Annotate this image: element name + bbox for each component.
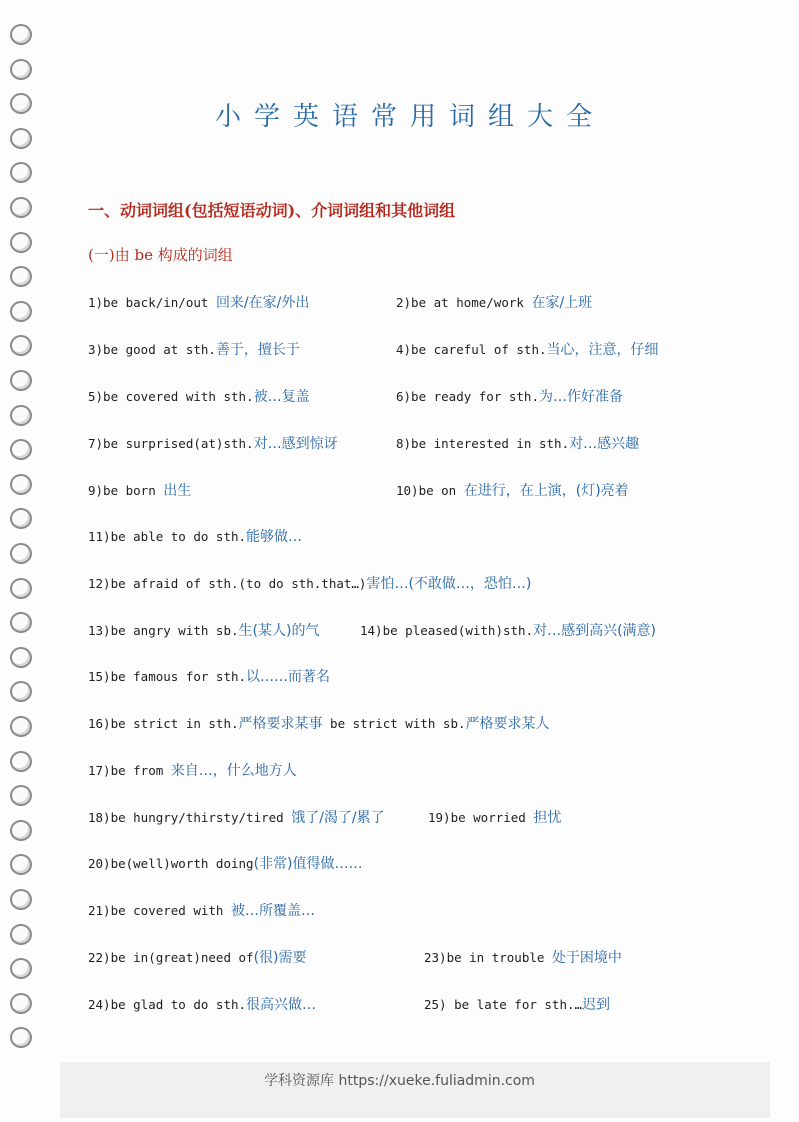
phrase-item: 20)be(well)worth doing(非常)值得做…… — [88, 856, 363, 872]
binder-ring-icon — [10, 924, 32, 945]
phrase-item: 15)be famous for sth.以……而著名 — [88, 669, 331, 685]
binder-ring-icon — [10, 266, 32, 287]
binder-ring-icon — [10, 993, 32, 1014]
binder-ring-icon — [10, 785, 32, 806]
binder-ring-icon — [10, 958, 32, 979]
binder-ring-icon — [10, 681, 32, 702]
binder-ring-icon — [10, 1027, 32, 1048]
phrase-item: 5)be covered with sth.被…复盖 — [88, 389, 310, 405]
subsection-heading: (一)由 be 构成的词组 — [88, 246, 233, 264]
binder-ring-icon — [10, 854, 32, 875]
page-title: 小学英语常用词组大全 — [214, 102, 605, 132]
binder-ring-icon — [10, 93, 32, 114]
phrase-item: 2)be at home/work 在家/上班 — [396, 295, 593, 311]
binder-ring-icon — [10, 647, 32, 668]
binder-ring-icon — [10, 301, 32, 322]
phrase-item: 24)be glad to do sth.很高兴做… — [88, 997, 317, 1013]
phrase-item: 19)be worried 担忧 — [428, 810, 562, 826]
binder-ring-icon — [10, 820, 32, 841]
phrase-item: 14)be pleased(with)sth.对…感到高兴(满意) — [360, 623, 657, 639]
binder-ring-icon — [10, 578, 32, 599]
phrase-item: 9)be born 出生 — [88, 483, 192, 499]
binder-ring-icon — [10, 59, 32, 80]
phrase-item: 22)be in(great)need of(很)需要 — [88, 950, 307, 966]
phrase-item: 23)be in trouble 处于困境中 — [424, 950, 622, 966]
binder-ring-icon — [10, 716, 32, 737]
phrase-item: 18)be hungry/thirsty/tired 饿了/渴了/累了 — [88, 810, 385, 826]
binder-ring-icon — [10, 24, 32, 45]
binder-ring-icon — [10, 439, 32, 460]
binder-ring-icon — [10, 474, 32, 495]
binder-ring-icon — [10, 612, 32, 633]
binder-ring-icon — [10, 232, 32, 253]
phrase-item: 13)be angry with sb.生(某人)的气 — [88, 623, 320, 639]
phrase-item: 1)be back/in/out 回来/在家/外出 — [88, 295, 310, 311]
phrase-item: 21)be covered with 被…所覆盖… — [88, 903, 315, 919]
phrase-item: 11)be able to do sth.能够做… — [88, 529, 303, 545]
binder-ring-icon — [10, 162, 32, 183]
phrase-item: 12)be afraid of sth.(to do sth.that…)害怕…(不敢做…，恐怕…) — [88, 576, 532, 592]
phrase-item: 4)be careful of sth.当心，注意，仔细 — [396, 342, 659, 358]
footer-source-text: 学科资源库 https://xueke.fuliadmin.com — [264, 1073, 535, 1089]
binder-ring-icon — [10, 335, 32, 356]
binder-ring-icon — [10, 128, 32, 149]
binder-ring-icon — [10, 405, 32, 426]
phrase-item: 25) be late for sth.…迟到 — [424, 997, 611, 1013]
phrase-item: 8)be interested in sth.对…感兴趣 — [396, 436, 640, 452]
phrase-item: 6)be ready for sth.为…作好准备 — [396, 389, 623, 405]
binder-ring-icon — [10, 889, 32, 910]
phrase-item: 17)be from 来自…，什么地方人 — [88, 763, 297, 779]
binder-ring-icon — [10, 197, 32, 218]
phrase-item: 3)be good at sth.善于，擅长于 — [88, 342, 300, 358]
binder-ring-icon — [10, 751, 32, 772]
binder-ring-icon — [10, 508, 32, 529]
binder-ring-icon — [10, 543, 32, 564]
phrase-item: 10)be on 在进行，在上演，(灯)亮着 — [396, 483, 629, 499]
section-heading: 一、动词词组(包括短语动词)、介词词组和其他词组 — [88, 201, 456, 220]
phrase-item: 7)be surprised(at)sth.对…感到惊讶 — [88, 436, 338, 452]
phrase-item: 16)be strict in sth.严格要求某事 be strict with sb.严格要求某人 — [88, 716, 550, 732]
binder-ring-icon — [10, 370, 32, 391]
